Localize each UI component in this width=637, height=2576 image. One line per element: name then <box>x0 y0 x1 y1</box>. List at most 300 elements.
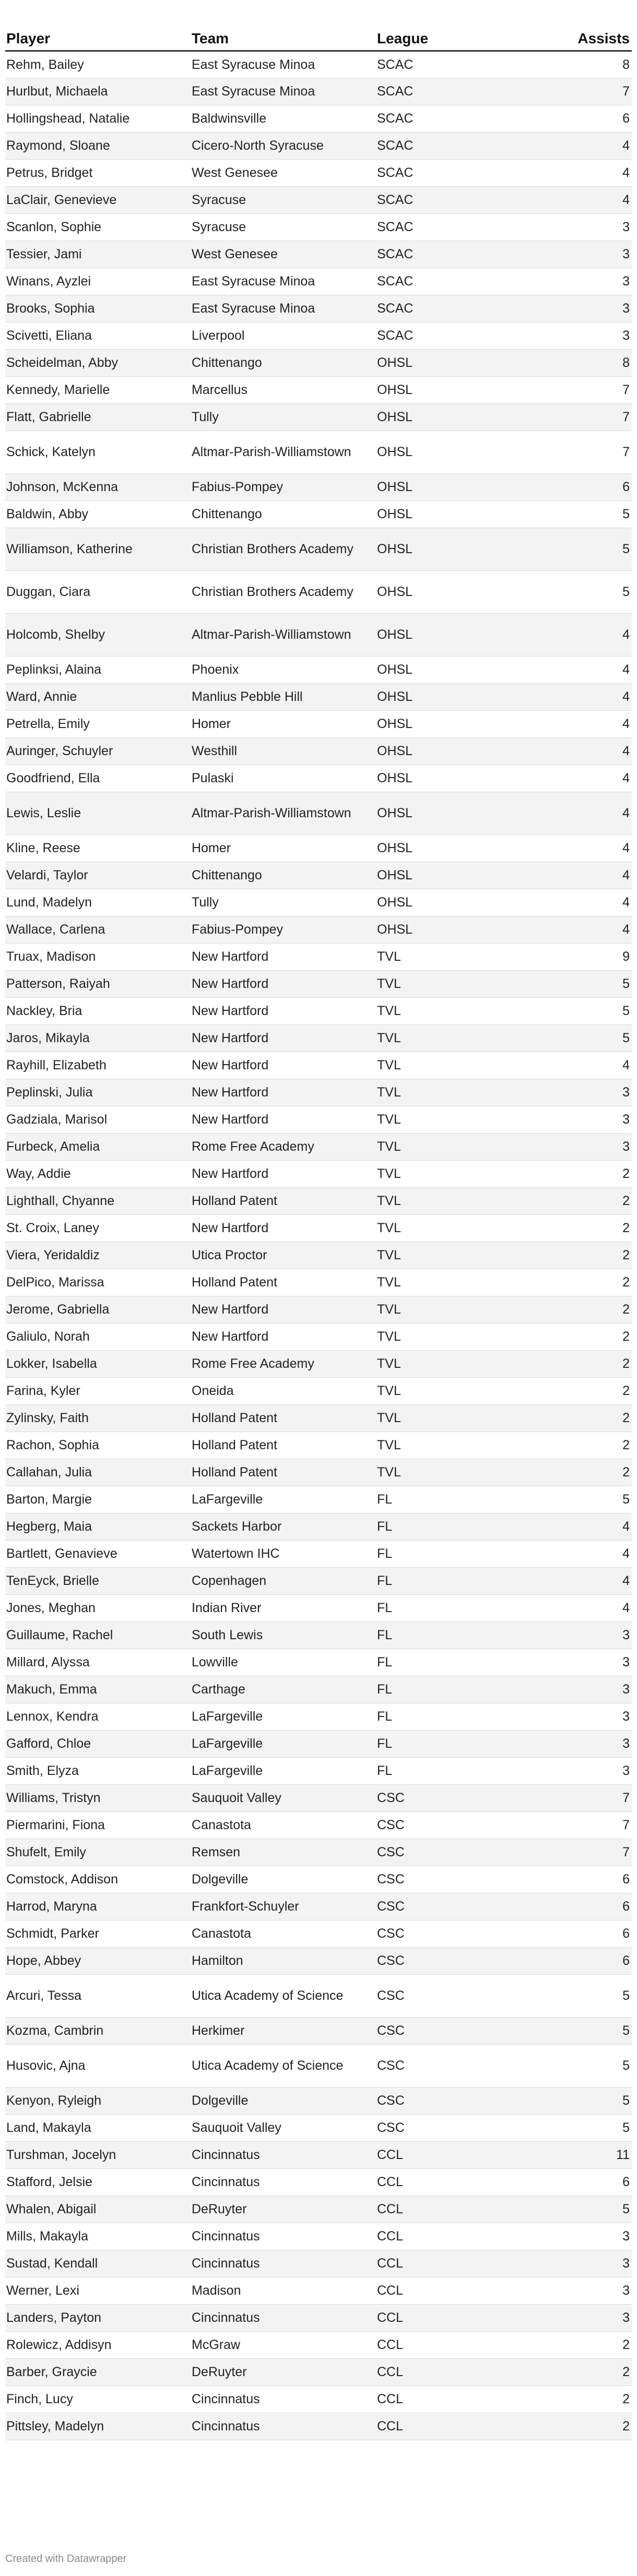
cell-assists: 3 <box>561 213 632 241</box>
cell-league: OHSL <box>376 765 561 792</box>
cell-player: Mills, Makayla <box>5 2223 191 2250</box>
cell-team: Rome Free Academy <box>191 1133 376 1160</box>
cell-league: CSC <box>376 1811 561 1839</box>
cell-league: TVL <box>376 1079 561 1106</box>
cell-player: Scheidelman, Abby <box>5 349 191 376</box>
cell-player: Scivetti, Eliana <box>5 322 191 349</box>
cell-assists: 4 <box>561 1513 632 1540</box>
cell-league: CCL <box>376 2413 561 2440</box>
cell-player: Guillaume, Rachel <box>5 1621 191 1649</box>
cell-assists: 4 <box>561 613 632 656</box>
cell-assists: 6 <box>561 1920 632 1947</box>
table-row <box>5 1269 632 1296</box>
table-row <box>5 1323 632 1350</box>
cell-team: New Hartford <box>191 943 376 970</box>
cell-assists: 2 <box>561 1269 632 1296</box>
cell-player: Scanlon, Sophie <box>5 213 191 241</box>
cell-league: TVL <box>376 1269 561 1296</box>
table-row <box>5 528 632 570</box>
table-row <box>5 213 632 241</box>
table-row <box>5 500 632 528</box>
table-row <box>5 1839 632 1866</box>
cell-team: New Hartford <box>191 1106 376 1133</box>
column-header-league[interactable]: League <box>376 11 561 51</box>
cell-player: Hegberg, Maia <box>5 1513 191 1540</box>
cell-league: CCL <box>376 2141 561 2168</box>
cell-assists: 6 <box>561 1893 632 1920</box>
cell-assists: 5 <box>561 2196 632 2223</box>
cell-team: Christian Brothers Academy <box>191 570 376 613</box>
cell-assists: 2 <box>561 1214 632 1242</box>
table-row <box>5 1893 632 1920</box>
cell-league: OHSL <box>376 473 561 500</box>
column-header-team[interactable]: Team <box>191 11 376 51</box>
cell-team: Tully <box>191 403 376 431</box>
cell-player: Wallace, Carlena <box>5 916 191 943</box>
table-row <box>5 613 632 656</box>
cell-assists: 2 <box>561 1404 632 1432</box>
cell-assists: 3 <box>561 1757 632 1784</box>
table-row <box>5 2304 632 2331</box>
cell-player: Galiulo, Norah <box>5 1323 191 1350</box>
cell-league: OHSL <box>376 613 561 656</box>
cell-league: CSC <box>376 1974 561 2017</box>
table-row <box>5 322 632 349</box>
cell-assists: 3 <box>561 2250 632 2277</box>
cell-player: Piermarini, Fiona <box>5 1811 191 1839</box>
cell-assists: 3 <box>561 2277 632 2304</box>
cell-team: Utica Academy of Science <box>191 1974 376 2017</box>
cell-league: TVL <box>376 1187 561 1214</box>
cell-assists: 2 <box>561 1377 632 1404</box>
cell-league: OHSL <box>376 862 561 889</box>
table-row <box>5 2044 632 2087</box>
cell-player: Williamson, Katherine <box>5 528 191 570</box>
cell-player: Bartlett, Genavieve <box>5 1540 191 1567</box>
cell-player: Rayhill, Elizabeth <box>5 1052 191 1079</box>
cell-team: Madison <box>191 2277 376 2304</box>
cell-assists: 3 <box>561 268 632 295</box>
table-row <box>5 105 632 132</box>
table-body <box>5 51 632 2440</box>
cell-team: Chittenango <box>191 862 376 889</box>
table-row <box>5 1486 632 1513</box>
cell-assists: 4 <box>561 159 632 186</box>
cell-team: Cincinnatus <box>191 2250 376 2277</box>
table-row <box>5 737 632 765</box>
cell-assists: 5 <box>561 500 632 528</box>
cell-player: Jaros, Mikayla <box>5 1024 191 1052</box>
cell-assists: 6 <box>561 1866 632 1893</box>
table-row <box>5 1513 632 1540</box>
table-row <box>5 1567 632 1594</box>
cell-league: TVL <box>376 1459 561 1486</box>
table-row <box>5 1621 632 1649</box>
cell-league: FL <box>376 1676 561 1703</box>
cell-team: LaFargeville <box>191 1486 376 1513</box>
cell-assists: 2 <box>561 1350 632 1377</box>
cell-league: TVL <box>376 1350 561 1377</box>
cell-league: CCL <box>376 2250 561 2277</box>
cell-team: Oneida <box>191 1377 376 1404</box>
cell-team: Liverpool <box>191 322 376 349</box>
cell-assists: 5 <box>561 997 632 1024</box>
cell-league: FL <box>376 1486 561 1513</box>
cell-player: Barton, Margie <box>5 1486 191 1513</box>
cell-assists: 2 <box>561 1432 632 1459</box>
cell-league: CSC <box>376 1839 561 1866</box>
cell-player: St. Croix, Laney <box>5 1214 191 1242</box>
cell-assists: 4 <box>561 1052 632 1079</box>
cell-assists: 3 <box>561 1079 632 1106</box>
table-row <box>5 570 632 613</box>
cell-player: Nackley, Bria <box>5 997 191 1024</box>
cell-assists: 5 <box>561 1486 632 1513</box>
cell-team: Homer <box>191 710 376 737</box>
cell-team: Holland Patent <box>191 1404 376 1432</box>
cell-team: Christian Brothers Academy <box>191 528 376 570</box>
cell-team: Chittenango <box>191 349 376 376</box>
cell-team: East Syracuse Minoa <box>191 51 376 78</box>
cell-player: Goodfriend, Ella <box>5 765 191 792</box>
cell-team: Westhill <box>191 737 376 765</box>
cell-team: New Hartford <box>191 1024 376 1052</box>
cell-league: SCAC <box>376 51 561 78</box>
cell-league: TVL <box>376 1133 561 1160</box>
cell-league: CCL <box>376 2386 561 2413</box>
table-row <box>5 1703 632 1730</box>
cell-team: Tully <box>191 889 376 916</box>
cell-league: OHSL <box>376 500 561 528</box>
cell-player: Lewis, Leslie <box>5 792 191 834</box>
table-row <box>5 78 632 105</box>
cell-team: Frankfort-Schuyler <box>191 1893 376 1920</box>
table-row <box>5 834 632 862</box>
cell-team: Lowville <box>191 1649 376 1676</box>
cell-team: Cincinnatus <box>191 2168 376 2196</box>
cell-team: New Hartford <box>191 1323 376 1350</box>
cell-league: TVL <box>376 1242 561 1269</box>
cell-assists: 2 <box>561 1160 632 1187</box>
table-row <box>5 295 632 322</box>
cell-assists: 7 <box>561 376 632 403</box>
cell-league: TVL <box>376 1323 561 1350</box>
cell-league: FL <box>376 1757 561 1784</box>
cell-team: Dolgeville <box>191 2087 376 2114</box>
cell-player: Schmidt, Parker <box>5 1920 191 1947</box>
cell-assists: 5 <box>561 970 632 997</box>
cell-team: Pulaski <box>191 765 376 792</box>
cell-player: Husovic, Ajna <box>5 2044 191 2087</box>
cell-league: SCAC <box>376 78 561 105</box>
table-row <box>5 2250 632 2277</box>
table-row <box>5 51 632 78</box>
table-row <box>5 943 632 970</box>
cell-team: Hamilton <box>191 1947 376 1974</box>
cell-player: Landers, Payton <box>5 2304 191 2331</box>
cell-assists: 7 <box>561 78 632 105</box>
table-row <box>5 1024 632 1052</box>
cell-team: Sauquoit Valley <box>191 1784 376 1811</box>
cell-team: Cicero-North Syracuse <box>191 132 376 159</box>
cell-player: Sustad, Kendall <box>5 2250 191 2277</box>
cell-player: Rachon, Sophia <box>5 1432 191 1459</box>
cell-assists: 2 <box>561 1323 632 1350</box>
cell-league: OHSL <box>376 792 561 834</box>
table-row <box>5 431 632 473</box>
cell-player: Rolewicz, Addisyn <box>5 2331 191 2358</box>
table-row <box>5 1242 632 1269</box>
cell-team: DeRuyter <box>191 2358 376 2386</box>
table-row <box>5 1784 632 1811</box>
cell-player: Pittsley, Madelyn <box>5 2413 191 2440</box>
cell-assists: 5 <box>561 1974 632 2017</box>
cell-team: East Syracuse Minoa <box>191 78 376 105</box>
cell-player: Ward, Annie <box>5 683 191 710</box>
cell-team: Sauquoit Valley <box>191 2114 376 2141</box>
cell-player: Truax, Madison <box>5 943 191 970</box>
cell-league: SCAC <box>376 159 561 186</box>
cell-league: CCL <box>376 2358 561 2386</box>
table-row <box>5 132 632 159</box>
cell-league: SCAC <box>376 241 561 268</box>
cell-player: Shufelt, Emily <box>5 1839 191 1866</box>
cell-league: CSC <box>376 1784 561 1811</box>
cell-league: OHSL <box>376 656 561 683</box>
cell-player: Baldwin, Abby <box>5 500 191 528</box>
cell-league: CSC <box>376 2044 561 2087</box>
cell-league: CCL <box>376 2331 561 2358</box>
cell-league: CCL <box>376 2223 561 2250</box>
cell-assists: 4 <box>561 186 632 213</box>
table-row <box>5 1106 632 1133</box>
cell-league: OHSL <box>376 710 561 737</box>
cell-player: Stafford, Jelsie <box>5 2168 191 2196</box>
cell-team: Altmar-Parish-Williamstown <box>191 792 376 834</box>
cell-assists: 2 <box>561 1296 632 1323</box>
table-row <box>5 1540 632 1567</box>
cell-assists: 5 <box>561 1024 632 1052</box>
datawrapper-credit: Created with Datawrapper <box>5 2553 127 2565</box>
cell-player: Furbeck, Amelia <box>5 1133 191 1160</box>
cell-league: TVL <box>376 1024 561 1052</box>
cell-assists: 3 <box>561 1730 632 1757</box>
cell-league: SCAC <box>376 186 561 213</box>
cell-player: Hollingshead, Natalie <box>5 105 191 132</box>
cell-assists: 7 <box>561 1784 632 1811</box>
cell-player: Williams, Tristyn <box>5 1784 191 1811</box>
cell-team: East Syracuse Minoa <box>191 268 376 295</box>
table-row <box>5 2358 632 2386</box>
cell-player: Gafford, Chloe <box>5 1730 191 1757</box>
cell-team: New Hartford <box>191 970 376 997</box>
cell-league: OHSL <box>376 570 561 613</box>
cell-assists: 3 <box>561 2223 632 2250</box>
cell-league: CSC <box>376 1866 561 1893</box>
cell-assists: 5 <box>561 2087 632 2114</box>
cell-team: Cincinnatus <box>191 2386 376 2413</box>
table-row <box>5 2223 632 2250</box>
cell-league: OHSL <box>376 834 561 862</box>
table-row <box>5 159 632 186</box>
cell-team: LaFargeville <box>191 1730 376 1757</box>
cell-player: Raymond, Sloane <box>5 132 191 159</box>
cell-team: Copenhagen <box>191 1567 376 1594</box>
cell-team: DeRuyter <box>191 2196 376 2223</box>
column-header-player[interactable]: Player <box>5 11 191 51</box>
table-row <box>5 1214 632 1242</box>
cell-player: Winans, Ayzlei <box>5 268 191 295</box>
cell-player: Flatt, Gabrielle <box>5 403 191 431</box>
cell-assists: 8 <box>561 349 632 376</box>
cell-assists: 7 <box>561 1811 632 1839</box>
cell-league: OHSL <box>376 376 561 403</box>
cell-team: Cincinnatus <box>191 2304 376 2331</box>
cell-league: SCAC <box>376 268 561 295</box>
cell-player: Turshman, Jocelyn <box>5 2141 191 2168</box>
cell-assists: 4 <box>561 1567 632 1594</box>
cell-assists: 2 <box>561 2413 632 2440</box>
table-row <box>5 2087 632 2114</box>
cell-team: Baldwinsville <box>191 105 376 132</box>
cell-team: West Genesee <box>191 159 376 186</box>
cell-team: Marcellus <box>191 376 376 403</box>
cell-team: Fabius-Pompey <box>191 473 376 500</box>
cell-league: FL <box>376 1621 561 1649</box>
cell-league: OHSL <box>376 431 561 473</box>
cell-team: Cincinnatus <box>191 2413 376 2440</box>
cell-player: Barber, Graycie <box>5 2358 191 2386</box>
table-row <box>5 1730 632 1757</box>
cell-player: Smith, Elyza <box>5 1757 191 1784</box>
table-row <box>5 2196 632 2223</box>
cell-assists: 6 <box>561 1947 632 1974</box>
table-row <box>5 403 632 431</box>
table-row <box>5 1432 632 1459</box>
table-row <box>5 1377 632 1404</box>
cell-player: Peplinksi, Alaina <box>5 656 191 683</box>
cell-team: Utica Academy of Science <box>191 2044 376 2087</box>
table-row <box>5 2386 632 2413</box>
cell-league: CSC <box>376 2114 561 2141</box>
cell-assists: 4 <box>561 916 632 943</box>
cell-player: Comstock, Addison <box>5 1866 191 1893</box>
cell-league: CCL <box>376 2168 561 2196</box>
cell-assists: 3 <box>561 241 632 268</box>
cell-league: TVL <box>376 970 561 997</box>
cell-league: SCAC <box>376 295 561 322</box>
cell-assists: 4 <box>561 683 632 710</box>
cell-assists: 2 <box>561 1459 632 1486</box>
cell-league: TVL <box>376 1404 561 1432</box>
cell-league: TVL <box>376 1052 561 1079</box>
cell-team: New Hartford <box>191 1079 376 1106</box>
cell-team: Rome Free Academy <box>191 1350 376 1377</box>
cell-league: OHSL <box>376 349 561 376</box>
cell-assists: 2 <box>561 2358 632 2386</box>
table-row <box>5 1160 632 1187</box>
cell-assists: 4 <box>561 132 632 159</box>
cell-player: Kenyon, Ryleigh <box>5 2087 191 2114</box>
cell-league: FL <box>376 1730 561 1757</box>
table-row <box>5 1296 632 1323</box>
cell-assists: 2 <box>561 2331 632 2358</box>
cell-player: LaClair, Genevieve <box>5 186 191 213</box>
cell-team: South Lewis <box>191 1621 376 1649</box>
cell-league: FL <box>376 1567 561 1594</box>
table-row <box>5 1594 632 1621</box>
cell-league: OHSL <box>376 737 561 765</box>
cell-league: SCAC <box>376 105 561 132</box>
cell-team: Holland Patent <box>191 1269 376 1296</box>
table-row <box>5 1187 632 1214</box>
column-header-assists[interactable]: Assists <box>561 11 632 51</box>
cell-assists: 2 <box>561 1187 632 1214</box>
cell-league: TVL <box>376 1160 561 1187</box>
cell-team: Chittenango <box>191 500 376 528</box>
assists-table <box>5 11 632 2440</box>
table-row <box>5 2114 632 2141</box>
table-row <box>5 1676 632 1703</box>
cell-player: Makuch, Emma <box>5 1676 191 1703</box>
cell-league: TVL <box>376 1432 561 1459</box>
cell-team: Holland Patent <box>191 1187 376 1214</box>
table-row <box>5 2331 632 2358</box>
cell-player: Arcuri, Tessa <box>5 1974 191 2017</box>
cell-assists: 5 <box>561 2017 632 2044</box>
table-row <box>5 1947 632 1974</box>
cell-player: Farina, Kyler <box>5 1377 191 1404</box>
cell-team: Altmar-Parish-Williamstown <box>191 431 376 473</box>
cell-assists: 5 <box>561 2114 632 2141</box>
cell-player: TenEyck, Brielle <box>5 1567 191 1594</box>
cell-league: OHSL <box>376 889 561 916</box>
cell-team: Holland Patent <box>191 1459 376 1486</box>
cell-player: Tessier, Jami <box>5 241 191 268</box>
cell-assists: 4 <box>561 710 632 737</box>
cell-player: Auringer, Schuyler <box>5 737 191 765</box>
cell-assists: 3 <box>561 322 632 349</box>
cell-league: CSC <box>376 1893 561 1920</box>
cell-assists: 2 <box>561 2386 632 2413</box>
cell-assists: 3 <box>561 1649 632 1676</box>
cell-player: Werner, Lexi <box>5 2277 191 2304</box>
cell-league: FL <box>376 1703 561 1730</box>
cell-assists: 4 <box>561 862 632 889</box>
cell-league: CSC <box>376 2087 561 2114</box>
cell-assists: 6 <box>561 2168 632 2196</box>
cell-player: Harrod, Maryna <box>5 1893 191 1920</box>
cell-player: Johnson, McKenna <box>5 473 191 500</box>
cell-assists: 5 <box>561 570 632 613</box>
cell-team: East Syracuse Minoa <box>191 295 376 322</box>
table-row <box>5 710 632 737</box>
cell-player: Duggan, Ciara <box>5 570 191 613</box>
cell-player: Lennox, Kendra <box>5 1703 191 1730</box>
table-row <box>5 1920 632 1947</box>
table-row <box>5 2277 632 2304</box>
cell-player: Viera, Yeridaldiz <box>5 1242 191 1269</box>
cell-assists: 3 <box>561 1676 632 1703</box>
cell-team: McGraw <box>191 2331 376 2358</box>
header-row <box>5 11 632 51</box>
cell-league: FL <box>376 1649 561 1676</box>
cell-player: Gadziala, Marisol <box>5 1106 191 1133</box>
cell-assists: 7 <box>561 403 632 431</box>
table-row <box>5 1133 632 1160</box>
cell-player: DelPico, Marissa <box>5 1269 191 1296</box>
cell-player: Holcomb, Shelby <box>5 613 191 656</box>
